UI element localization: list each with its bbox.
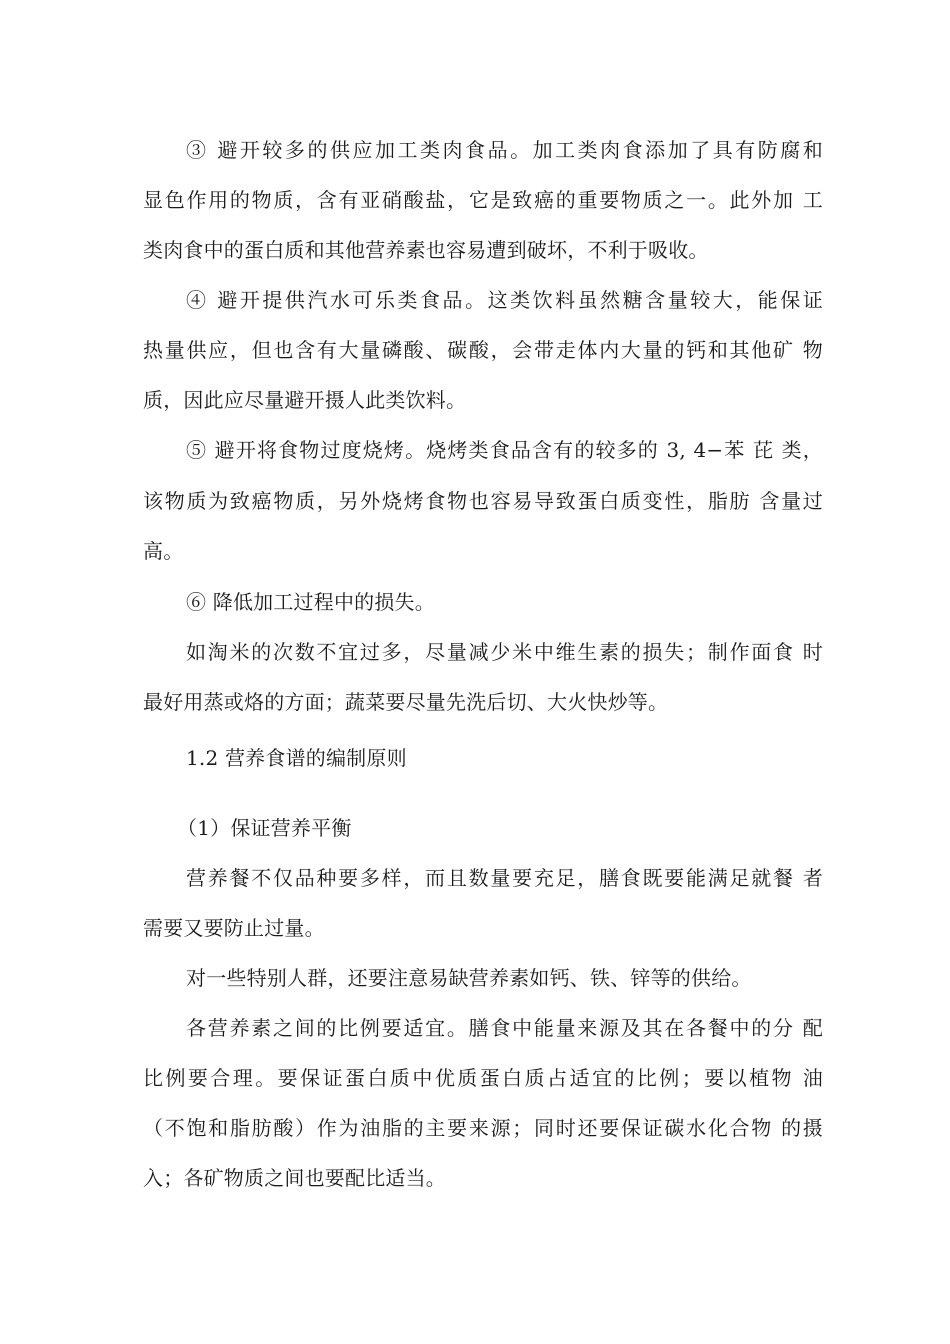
paragraph-3-line-1: ③ 避开较多的供应加工类肉食品。加工类肉食添加了具有防腐和 [186, 138, 823, 162]
paragraph-7-line-1: 如淘米的次数不宜过多，尽量减少米中维生素的损失；制作面食 时 [186, 640, 823, 664]
paragraph-10-line-3: （不饱和脂肪酸）作为油脂的主要来源；同时还要保证碳水化合物 的摄 [143, 1116, 823, 1140]
paragraph-10-line-4: 入；各矿物质之间也要配比适当。 [143, 1166, 446, 1190]
paragraph-7-line-2: 最好用蒸或烙的方面；蔬菜要尽量先洗后切、大火快炒等。 [143, 690, 669, 714]
paragraph-5-line-1: ⑤ 避开将食物过度烧烤。烧烤类食品含有的较多的 3, 4−苯 芘 类， [186, 438, 823, 462]
paragraph-10-line-2: 比例要合理。要保证蛋白质中优质蛋白质占适宜的比例；要以植物 油 [143, 1066, 823, 1090]
paragraph-8-line-2: 需要又要防止过量。 [143, 916, 325, 940]
paragraph-5-line-2: 该物质为致癌物质，另外烧烤食物也容易导致蛋白质变性，脂肪 含量过 [143, 489, 823, 513]
subheading: （1）保证营养平衡 [177, 816, 352, 840]
paragraph-9-line-1: 对一些特别人群，还要注意易缺营养素如钙、铁、锌等的供给。 [186, 966, 752, 990]
paragraph-8-line-1: 营养餐不仅品种要多样，而且数量要充足，膳食既要能满足就餐 者 [186, 866, 823, 890]
paragraph-3-line-3: 类肉食中的蛋白质和其他营养素也容易遭到破坏，不利于吸收。 [143, 238, 709, 262]
section-heading: 1.2 营养食谱的编制原则 [186, 746, 407, 770]
paragraph-4-line-2: 热量供应，但也含有大量磷酸、碳酸，会带走体内大量的钙和其他矿 物 [143, 338, 823, 362]
paragraph-4-line-1: ④ 避开提供汽水可乐类食品。这类饮料虽然糖含量较大，能保证 [186, 288, 823, 312]
paragraph-4-line-3: 质，因此应尽量避开摄人此类饮料。 [143, 388, 467, 412]
paragraph-6-line-1: ⑥ 降低加工过程中的损失。 [186, 590, 435, 614]
paragraph-3-line-2: 显色作用的物质，含有亚硝酸盐，它是致癌的重要物质之一。此外加 工 [143, 188, 823, 212]
paragraph-5-line-3: 高。 [143, 539, 184, 563]
paragraph-10-line-1: 各营养素之间的比例要适宜。膳食中能量来源及其在各餐中的分 配 [186, 1016, 823, 1040]
